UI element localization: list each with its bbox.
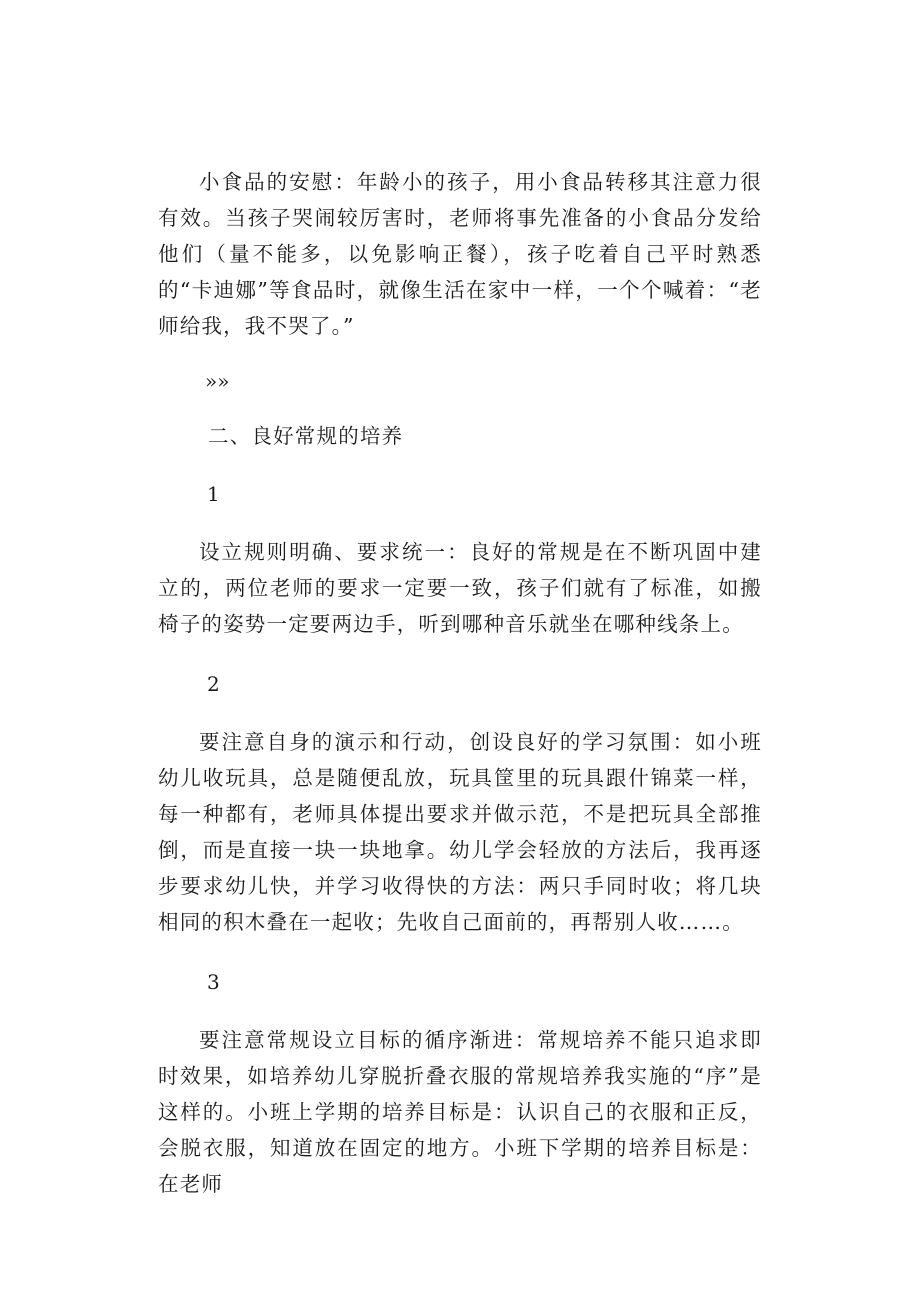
paragraph-progressive-goals: 要注意常规设立目标的循序渐进：常规培养不能只追求即时效果，如培养幼儿穿脱折叠衣服的常规培养我实施的“序”是这样的。小班上学期的培养目标是：认识自己的衣服和正反，会脱衣服，知道放在固定的地方。小班下学期的培养目标是：在老师 [158, 1028, 762, 1196]
document-page [158, 164, 762, 1202]
item-number-1: 1 [207, 482, 220, 506]
paragraph-rules: 设立规则明确、要求统一：良好的常规是在不断巩固中建立的，两位老师的要求一定要一致，孩子们就有了标准，如搬椅子的姿势一定要两边手，听到哪种音乐就坐在哪种线条上。 [158, 540, 762, 636]
section-heading: 二、良好常规的培养 [208, 424, 404, 448]
paragraph-snack-comfort: 小食品的安慰：年龄小的孩子，用小食品转移其注意力很有效。当孩子哭闹较厉害时，老师将事先准备的小食品分发给他们（量不能多，以免影响正餐），孩子吃着自己平时熟悉的“卡迪娜”等食品时，就像生活在家中一样，一个个喊着：“老师给我，我不哭了。” [158, 170, 762, 338]
item-number-3: 3 [207, 970, 220, 994]
item-number-2: 2 [207, 672, 220, 696]
paragraph-demonstration: 要注意自身的演示和行动，创设良好的学习氛围：如小班幼儿收玩具，总是随便乱放，玩具筐里的玩具跟什锦菜一样，每一种都有，老师具体提出要求并做示范，不是把玩具全部推倒，而是直接一块一块地拿。幼儿学会轻放的方法后，我再逐步要求幼儿快，并学习收得快的方法：两只手同时收；将几块相同的积木叠在一起收；先收自己面前的，再帮别人收……。 [158, 730, 762, 934]
double-chevron-marker: »» [205, 369, 230, 393]
